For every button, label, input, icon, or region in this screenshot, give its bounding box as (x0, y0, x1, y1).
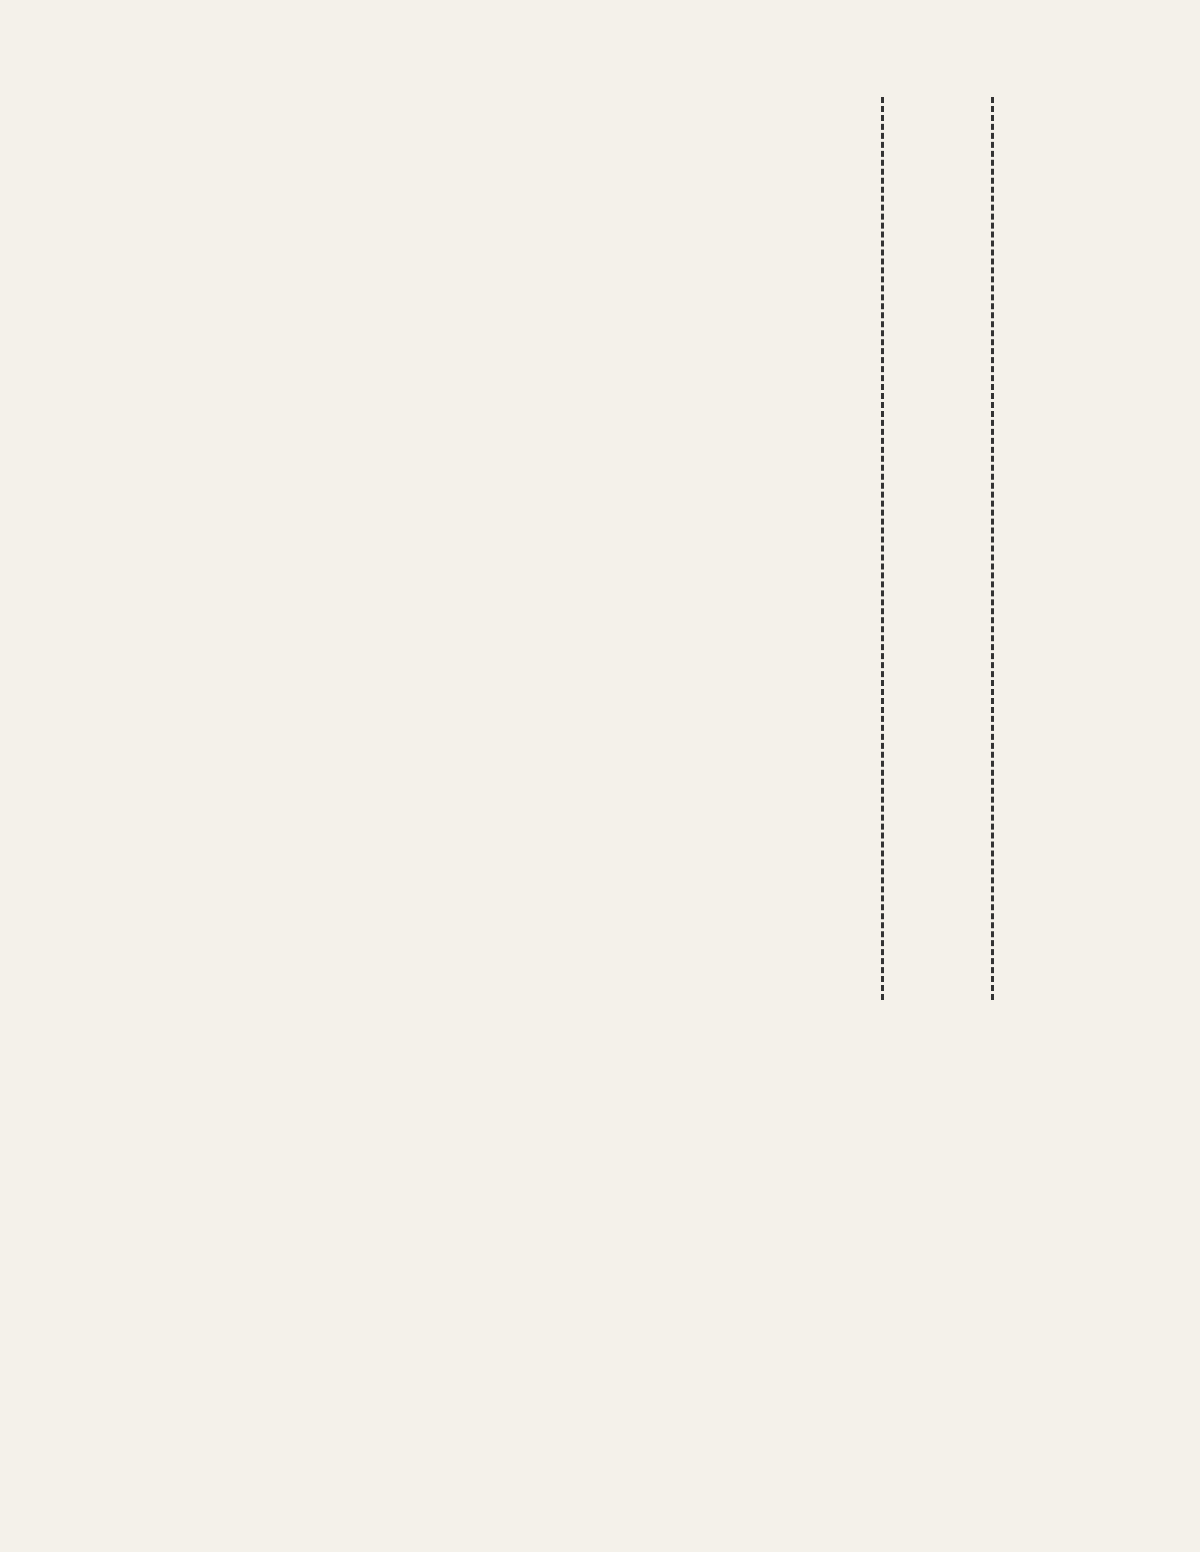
header-top-rule (991, 97, 994, 1000)
header-bottom-rule (881, 97, 884, 1000)
